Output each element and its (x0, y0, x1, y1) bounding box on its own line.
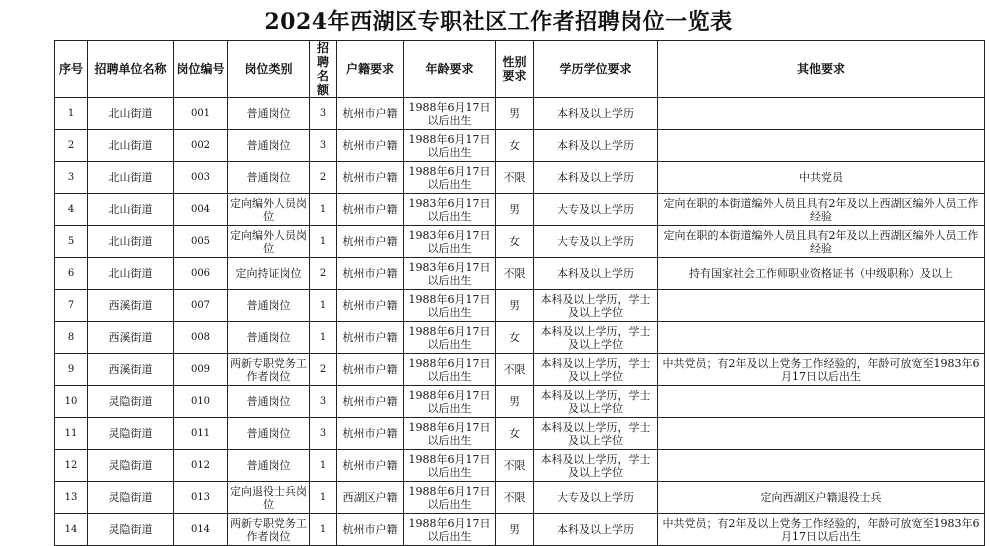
cell-post-type: 定向退役士兵岗位 (228, 482, 310, 514)
header-quota: 招聘名额 (310, 41, 337, 98)
cell-quota: 1 (310, 514, 337, 546)
cell-other (658, 450, 985, 482)
cell-gender: 不限 (496, 450, 534, 482)
cell-education: 大专及以上学历 (534, 194, 658, 226)
cell-unit: 灵隐街道 (88, 514, 174, 546)
cell-unit: 北山街道 (88, 130, 174, 162)
cell-post-code: 014 (174, 514, 228, 546)
cell-unit: 北山街道 (88, 226, 174, 258)
cell-post-type: 两新专职党务工作者岗位 (228, 354, 310, 386)
cell-hukou: 杭州市户籍 (337, 418, 404, 450)
cell-quota: 3 (310, 386, 337, 418)
table-row (55, 482, 985, 514)
table-row (55, 226, 985, 258)
cell-post-code: 004 (174, 194, 228, 226)
table-row (55, 514, 985, 546)
cell-unit: 北山街道 (88, 162, 174, 194)
cell-age: 1988年6月17日以后出生 (404, 354, 496, 386)
cell-age: 1983年6月17日以后出生 (404, 194, 496, 226)
cell-seq: 1 (55, 98, 88, 130)
cell-education: 本科及以上学历，学士及以上学位 (534, 290, 658, 322)
cell-other (658, 98, 985, 130)
table-row (55, 162, 985, 194)
cell-hukou: 杭州市户籍 (337, 514, 404, 546)
cell-age: 1983年6月17日以后出生 (404, 258, 496, 290)
cell-seq: 12 (55, 450, 88, 482)
cell-age: 1983年6月17日以后出生 (404, 226, 496, 258)
cell-other (658, 290, 985, 322)
cell-education: 本科及以上学历 (534, 130, 658, 162)
cell-other: 中共党员；有2年及以上党务工作经验的，年龄可放宽至1983年6月17日以后出生 (658, 354, 985, 386)
cell-hukou: 杭州市户籍 (337, 450, 404, 482)
header-post-code: 岗位编号 (174, 41, 228, 98)
cell-hukou: 杭州市户籍 (337, 226, 404, 258)
cell-post-code: 003 (174, 162, 228, 194)
cell-age: 1988年6月17日以后出生 (404, 162, 496, 194)
cell-seq: 5 (55, 226, 88, 258)
cell-gender: 男 (496, 194, 534, 226)
cell-seq: 8 (55, 322, 88, 354)
cell-post-type: 定向持证岗位 (228, 258, 310, 290)
cell-age: 1988年6月17日以后出生 (404, 514, 496, 546)
cell-education: 本科及以上学历，学士及以上学位 (534, 386, 658, 418)
cell-other: 中共党员；有2年及以上党务工作经验的，年龄可放宽至1983年6月17日以后出生 (658, 514, 985, 546)
cell-other: 定向在职的本街道编外人员且具有2年及以上西湖区编外人员工作经验 (658, 226, 985, 258)
cell-education: 本科及以上学历，学士及以上学位 (534, 322, 658, 354)
cell-post-type: 定向编外人员岗位 (228, 226, 310, 258)
cell-post-type: 普通岗位 (228, 290, 310, 322)
table-row (55, 450, 985, 482)
cell-age: 1988年6月17日以后出生 (404, 482, 496, 514)
header-post-type: 岗位类别 (228, 41, 310, 98)
cell-post-type: 普通岗位 (228, 386, 310, 418)
table-row (55, 98, 985, 130)
cell-post-type: 普通岗位 (228, 98, 310, 130)
cell-quota: 2 (310, 162, 337, 194)
cell-gender: 女 (496, 226, 534, 258)
table-row (55, 354, 985, 386)
cell-gender: 男 (496, 514, 534, 546)
cell-gender: 不限 (496, 162, 534, 194)
cell-hukou: 杭州市户籍 (337, 258, 404, 290)
cell-quota: 3 (310, 130, 337, 162)
cell-seq: 10 (55, 386, 88, 418)
cell-quota: 1 (310, 194, 337, 226)
header-unit: 招聘单位名称 (88, 41, 174, 98)
cell-unit: 北山街道 (88, 98, 174, 130)
cell-quota: 2 (310, 354, 337, 386)
cell-hukou: 杭州市户籍 (337, 386, 404, 418)
cell-quota: 3 (310, 418, 337, 450)
cell-education: 本科及以上学历 (534, 258, 658, 290)
cell-post-code: 008 (174, 322, 228, 354)
cell-unit: 灵隐街道 (88, 482, 174, 514)
table-row (55, 418, 985, 450)
cell-education: 本科及以上学历 (534, 514, 658, 546)
header-age: 年龄要求 (404, 41, 496, 98)
cell-education: 本科及以上学历 (534, 98, 658, 130)
cell-post-code: 001 (174, 98, 228, 130)
cell-age: 1988年6月17日以后出生 (404, 98, 496, 130)
cell-seq: 9 (55, 354, 88, 386)
cell-quota: 1 (310, 322, 337, 354)
cell-age: 1988年6月17日以后出生 (404, 322, 496, 354)
cell-post-code: 011 (174, 418, 228, 450)
cell-unit: 西溪街道 (88, 322, 174, 354)
cell-post-type: 普通岗位 (228, 450, 310, 482)
cell-unit: 西溪街道 (88, 290, 174, 322)
cell-education: 本科及以上学历，学士及以上学位 (534, 354, 658, 386)
cell-gender: 女 (496, 130, 534, 162)
cell-post-code: 007 (174, 290, 228, 322)
cell-other (658, 386, 985, 418)
cell-unit: 灵隐街道 (88, 418, 174, 450)
cell-post-code: 005 (174, 226, 228, 258)
cell-post-code: 002 (174, 130, 228, 162)
cell-education: 大专及以上学历 (534, 226, 658, 258)
cell-seq: 6 (55, 258, 88, 290)
cell-education: 本科及以上学历，学士及以上学位 (534, 418, 658, 450)
header-other: 其他要求 (658, 41, 985, 98)
cell-gender: 男 (496, 290, 534, 322)
cell-post-code: 009 (174, 354, 228, 386)
recruitment-table (54, 40, 985, 546)
cell-seq: 7 (55, 290, 88, 322)
cell-education: 本科及以上学历 (534, 162, 658, 194)
cell-quota: 1 (310, 226, 337, 258)
cell-seq: 14 (55, 514, 88, 546)
cell-gender: 不限 (496, 258, 534, 290)
cell-quota: 3 (310, 98, 337, 130)
cell-age: 1988年6月17日以后出生 (404, 418, 496, 450)
cell-hukou: 杭州市户籍 (337, 194, 404, 226)
cell-quota: 2 (310, 258, 337, 290)
cell-other (658, 418, 985, 450)
cell-unit: 北山街道 (88, 258, 174, 290)
header-gender: 性别要求 (496, 41, 534, 98)
table-row (55, 386, 985, 418)
cell-age: 1988年6月17日以后出生 (404, 290, 496, 322)
cell-gender: 男 (496, 98, 534, 130)
cell-seq: 4 (55, 194, 88, 226)
cell-quota: 1 (310, 290, 337, 322)
cell-gender: 不限 (496, 482, 534, 514)
cell-age: 1988年6月17日以后出生 (404, 130, 496, 162)
cell-other: 定向西湖区户籍退役士兵 (658, 482, 985, 514)
cell-unit: 西溪街道 (88, 354, 174, 386)
cell-post-code: 012 (174, 450, 228, 482)
cell-quota: 1 (310, 450, 337, 482)
cell-gender: 女 (496, 322, 534, 354)
table-header-row (55, 41, 985, 98)
cell-hukou: 杭州市户籍 (337, 130, 404, 162)
cell-gender: 女 (496, 418, 534, 450)
cell-post-type: 普通岗位 (228, 130, 310, 162)
cell-hukou: 西湖区户籍 (337, 482, 404, 514)
cell-education: 大专及以上学历 (534, 482, 658, 514)
cell-other: 定向在职的本街道编外人员且具有2年及以上西湖区编外人员工作经验 (658, 194, 985, 226)
table-row (55, 290, 985, 322)
cell-hukou: 杭州市户籍 (337, 162, 404, 194)
cell-post-type: 普通岗位 (228, 322, 310, 354)
page-title: 2024年西湖区专职社区工作者招聘岗位一览表 (264, 9, 733, 35)
table-row (55, 258, 985, 290)
cell-hukou: 杭州市户籍 (337, 322, 404, 354)
cell-other: 中共党员 (658, 162, 985, 194)
header-hukou: 户籍要求 (337, 41, 404, 98)
cell-unit: 北山街道 (88, 194, 174, 226)
cell-hukou: 杭州市户籍 (337, 98, 404, 130)
table-row (55, 322, 985, 354)
cell-other: 持有国家社会工作师职业资格证书（中级职称）及以上 (658, 258, 985, 290)
cell-gender: 不限 (496, 354, 534, 386)
cell-post-type: 两新专职党务工作者岗位 (228, 514, 310, 546)
cell-seq: 11 (55, 418, 88, 450)
header-seq: 序号 (55, 41, 88, 98)
cell-unit: 灵隐街道 (88, 450, 174, 482)
cell-seq: 3 (55, 162, 88, 194)
cell-post-type: 普通岗位 (228, 418, 310, 450)
cell-gender: 男 (496, 386, 534, 418)
cell-hukou: 杭州市户籍 (337, 354, 404, 386)
cell-age: 1988年6月17日以后出生 (404, 386, 496, 418)
cell-hukou: 杭州市户籍 (337, 290, 404, 322)
cell-post-code: 013 (174, 482, 228, 514)
table-row (55, 130, 985, 162)
cell-post-type: 普通岗位 (228, 162, 310, 194)
table-body (55, 98, 985, 546)
cell-unit: 灵隐街道 (88, 386, 174, 418)
cell-post-code: 010 (174, 386, 228, 418)
cell-other (658, 130, 985, 162)
cell-other (658, 322, 985, 354)
header-education: 学历学位要求 (534, 41, 658, 98)
cell-education: 本科及以上学历，学士及以上学位 (534, 450, 658, 482)
table-row (55, 194, 985, 226)
cell-post-code: 006 (174, 258, 228, 290)
cell-seq: 13 (55, 482, 88, 514)
cell-quota: 1 (310, 482, 337, 514)
cell-seq: 2 (55, 130, 88, 162)
cell-post-type: 定向编外人员岗位 (228, 194, 310, 226)
cell-age: 1988年6月17日以后出生 (404, 450, 496, 482)
